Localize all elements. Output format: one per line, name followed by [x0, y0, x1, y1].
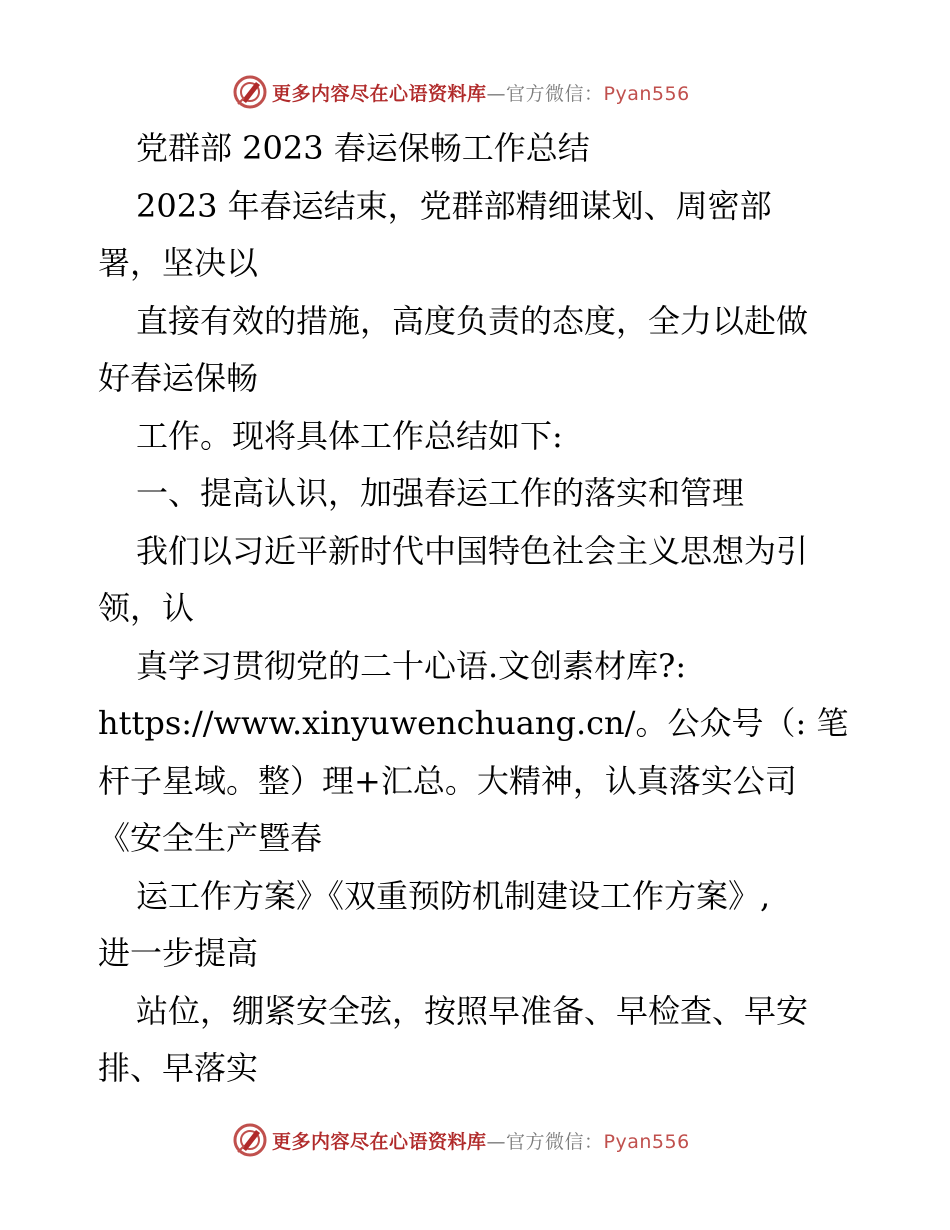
footer-banner	[232, 1120, 752, 1160]
banner-title: 更多内容尽在心语资料库	[272, 82, 487, 105]
banner-separator: —官方微信：	[486, 82, 604, 105]
paragraph-line: 2023 年春运结束，党群部精细谋划、周密部	[136, 186, 772, 225]
paragraph-line: 直接有效的措施，高度负责的态度，全力以赴做	[136, 301, 809, 340]
paragraph-line: 我们以习近平新时代中国特色社会主义思想为引	[136, 531, 809, 570]
paragraph-line: 《安全生产暨春	[98, 819, 323, 857]
banner-separator: —官方微信：	[486, 1130, 604, 1153]
section-heading: 一、提高认识，加强春运工作的落实和管理	[136, 474, 745, 512]
paragraph-line: 好春运保畅	[98, 359, 259, 397]
document-body	[98, 120, 858, 1098]
logo-icon	[232, 74, 268, 110]
document-title: 党群部 2023 春运保畅工作总结	[136, 129, 590, 167]
paragraph-line: https://www.xinyuwenchuang.cn/。公众号（: 笔	[98, 704, 849, 742]
paragraph-line: 运工作方案》《双重预防机制建设工作方案》,	[136, 876, 771, 915]
logo-icon	[232, 1122, 268, 1158]
paragraph-line: 领，认	[98, 589, 195, 627]
banner-wechat-id: Pyan556	[603, 1130, 690, 1153]
paragraph-line: 进一步提高	[98, 934, 259, 972]
banner-wechat-id: Pyan556	[603, 82, 690, 105]
paragraph-line: 工作。现将具体工作总结如下:	[136, 416, 563, 455]
paragraph-line: 排、早落实	[98, 1049, 259, 1087]
banner-title: 更多内容尽在心语资料库	[272, 1130, 487, 1153]
header-banner	[232, 72, 752, 112]
paragraph-line: 杆子星域。整）理+汇总。大精神，认真落实公司	[98, 761, 797, 800]
paragraph-line: 署，坚决以	[98, 244, 259, 282]
paragraph-line: 站位，绷紧安全弦，按照早准备、早检查、早安	[136, 991, 809, 1030]
paragraph-line: 真学习贯彻党的二十心语.文创素材库?:	[136, 646, 687, 685]
